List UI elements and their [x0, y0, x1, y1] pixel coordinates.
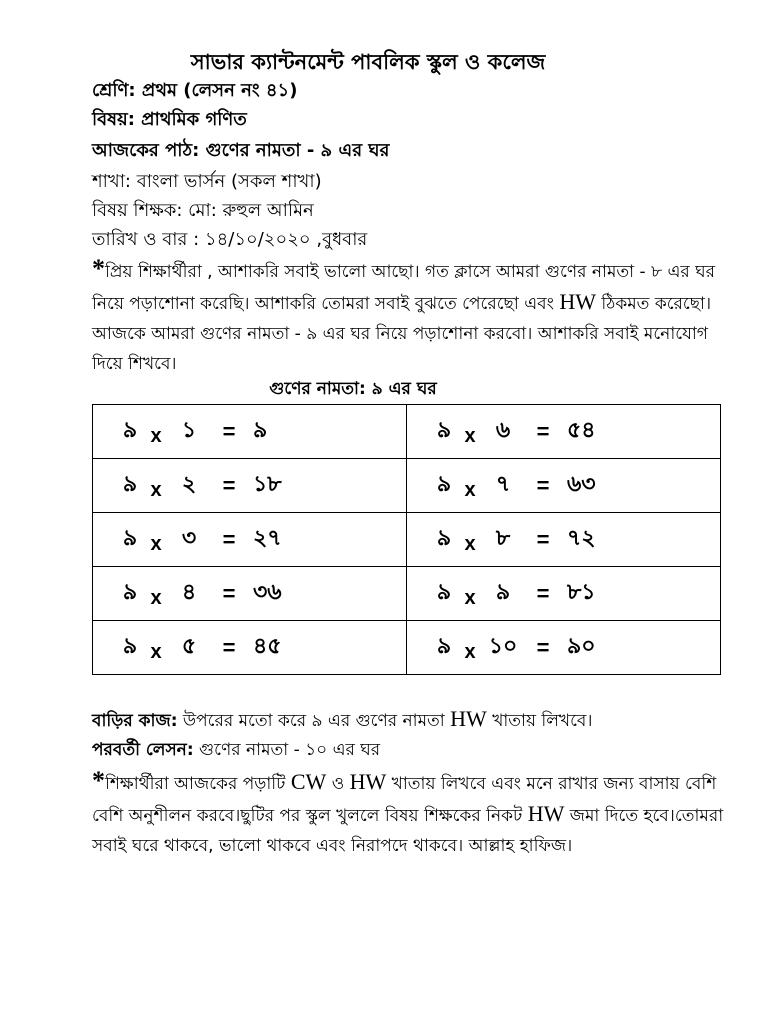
times-sign: x [464, 425, 476, 447]
closing-hw-1: HW [349, 769, 387, 794]
times-sign: x [464, 533, 476, 555]
intro-paragraph [92, 254, 728, 379]
factor-b: ৩ [181, 526, 197, 551]
factor-a: ৯ [122, 634, 138, 659]
closing-text-4: জমা দিতে হবে।তোমরা সবাই ঘরে থাকবে, ভালো থাকবে এবং নিরাপদে থাকবে। আল্লাহ হাফিজ। [92, 806, 724, 856]
factor-b: ১০ [488, 634, 518, 659]
product: ৯ [253, 418, 268, 443]
school-name: সাভার ক্যান্টনমেন্ট পাবলিক স্কুল ও কলেজ [190, 50, 546, 74]
factor-b: ৭ [495, 472, 511, 497]
equals-sign: = [222, 580, 236, 606]
closing-text-3: খাতায় লিখবে এবং মনে রাখার জন্য বাসায় বেশি বেশি অনুশীলন করবে।ছুটির পর স্কুল খুললে বিষয় শিক্ষকের নিকট [92, 774, 717, 826]
table-row [93, 567, 721, 621]
equals-sign: = [536, 580, 550, 606]
table-cell-left [93, 567, 407, 621]
table-cell-right [407, 513, 721, 567]
homework-label: বাড়ির কাজ: [92, 711, 178, 731]
equals-sign: = [222, 634, 236, 660]
homework-line [92, 706, 592, 736]
factor-b: ১ [181, 418, 197, 443]
multiplication-fact [407, 629, 720, 666]
product: ৯০ [567, 634, 596, 659]
table-cell-left [93, 405, 407, 459]
factor-a: ৯ [122, 472, 138, 497]
factor-a: ৯ [122, 526, 138, 551]
closing-paragraph [92, 766, 728, 861]
product: ৭২ [567, 526, 596, 551]
factor-a: ৯ [122, 418, 138, 443]
teacher-line: বিষয় শিক্ষক: মো: রুহুল আমিন [92, 200, 314, 221]
product: ৪৫ [253, 634, 282, 659]
factor-a: ৯ [436, 634, 452, 659]
product: ২৭ [253, 526, 282, 551]
times-sign: x [464, 479, 476, 501]
multiplication-fact [93, 413, 406, 450]
equals-sign: = [536, 472, 550, 498]
multiplication-fact [407, 521, 720, 558]
date-line: তারিখ ও বার : ১৪/১০/২০২০ ,বুধবার [92, 229, 368, 250]
table-cell-right [407, 567, 721, 621]
equals-sign: = [536, 526, 550, 552]
next-lesson-text: গুণের নামতা - ১০ এর ঘর [193, 740, 381, 760]
product: ১৮ [253, 472, 282, 497]
times-sign: x [150, 587, 162, 609]
next-lesson-label: পরবর্তী লেসন: [92, 740, 194, 760]
multiplication-fact [93, 575, 406, 612]
multiplication-fact [407, 413, 720, 450]
equals-sign: = [536, 418, 550, 444]
product: ৬৩ [567, 472, 596, 497]
closing-text-1: শিক্ষার্থীরা আজকের পড়াটি [105, 774, 291, 794]
factor-a: ৯ [436, 418, 452, 443]
factor-b: ৮ [495, 526, 511, 551]
homework-hw: HW [450, 706, 487, 731]
asterisk-mark: * [92, 254, 105, 283]
homework-text-after: খাতায় লিখবে। [486, 711, 593, 731]
times-sign: x [150, 641, 162, 663]
table-row [93, 405, 721, 459]
homework-text-before: উপরের মতো করে ৯ এর গুণের নামতা [177, 711, 451, 731]
class-line: শ্রেণি: প্রথম (লেসন নং ৪১) [92, 80, 298, 101]
equals-sign: = [536, 634, 550, 660]
subject-line: বিষয়: প্রাথমিক গণিত [92, 109, 247, 130]
table-cell-right [407, 459, 721, 513]
times-sign: x [464, 641, 476, 663]
table-cell-left [93, 621, 407, 675]
product: ৩৬ [253, 580, 282, 605]
times-sign: x [150, 479, 162, 501]
equals-sign: = [222, 472, 236, 498]
intro-text-part1: প্রিয় শিক্ষার্থীরা , আশাকরি সবাই ভালো আছো। গত ক্লাসে আমরা গুণের নামতা - ৮ এর ঘর নিয়ে পড়াশোনা করেছি। আশাকরি তোমরা সবাই বুঝতে পেরেছো এবং [92, 262, 715, 314]
equals-sign: = [222, 526, 236, 552]
lesson-line: আজকের পাঠ: গুণের নামতা - ৯ এর ঘর [92, 140, 390, 161]
factor-a: ৯ [436, 526, 452, 551]
table-row [93, 459, 721, 513]
closing-cw: CW [290, 769, 327, 794]
factor-b: ৪ [181, 580, 197, 605]
factor-a: ৯ [436, 580, 452, 605]
times-sign: x [464, 587, 476, 609]
multiplication-fact [93, 521, 406, 558]
multiplication-table [92, 404, 721, 675]
table-cell-right [407, 621, 721, 675]
product: ৮১ [567, 580, 596, 605]
multiplication-fact [407, 575, 720, 612]
times-sign: x [150, 533, 162, 555]
equals-sign: = [222, 418, 236, 444]
next-lesson-line [92, 737, 380, 765]
multiplication-fact [93, 629, 406, 666]
table-cell-left [93, 459, 407, 513]
closing-hw-2: HW [527, 801, 565, 826]
table-cell-right [407, 405, 721, 459]
factor-b: ৫ [181, 634, 197, 659]
asterisk-mark-2: * [92, 766, 105, 795]
table-cell-left [93, 513, 407, 567]
factor-b: ৯ [495, 580, 511, 605]
branch-line: শাখা: বাংলা ভার্সন (সকল শাখা) [92, 171, 322, 192]
intro-text-part2: ঠিকমত করেছো। আজকে আমরা গুণের নামতা - ৯ এর ঘর নিয়ে পড়াশোনা করবো। আশাকরি সবাই মনোযোগ দিয়ে শিখবে। [92, 294, 712, 374]
multiplication-fact [93, 467, 406, 504]
multiplication-fact [407, 467, 720, 504]
table-row [93, 513, 721, 567]
table-title: গুণের নামতা: ৯ এর ঘর [269, 379, 437, 399]
factor-b: ২ [181, 472, 197, 497]
factor-b: ৬ [495, 418, 511, 443]
intro-hw: HW [559, 289, 596, 314]
closing-text-2: ও [326, 774, 350, 794]
product: ৫৪ [567, 418, 596, 443]
factor-a: ৯ [436, 472, 452, 497]
table-row [93, 621, 721, 675]
times-sign: x [150, 425, 162, 447]
factor-a: ৯ [122, 580, 138, 605]
